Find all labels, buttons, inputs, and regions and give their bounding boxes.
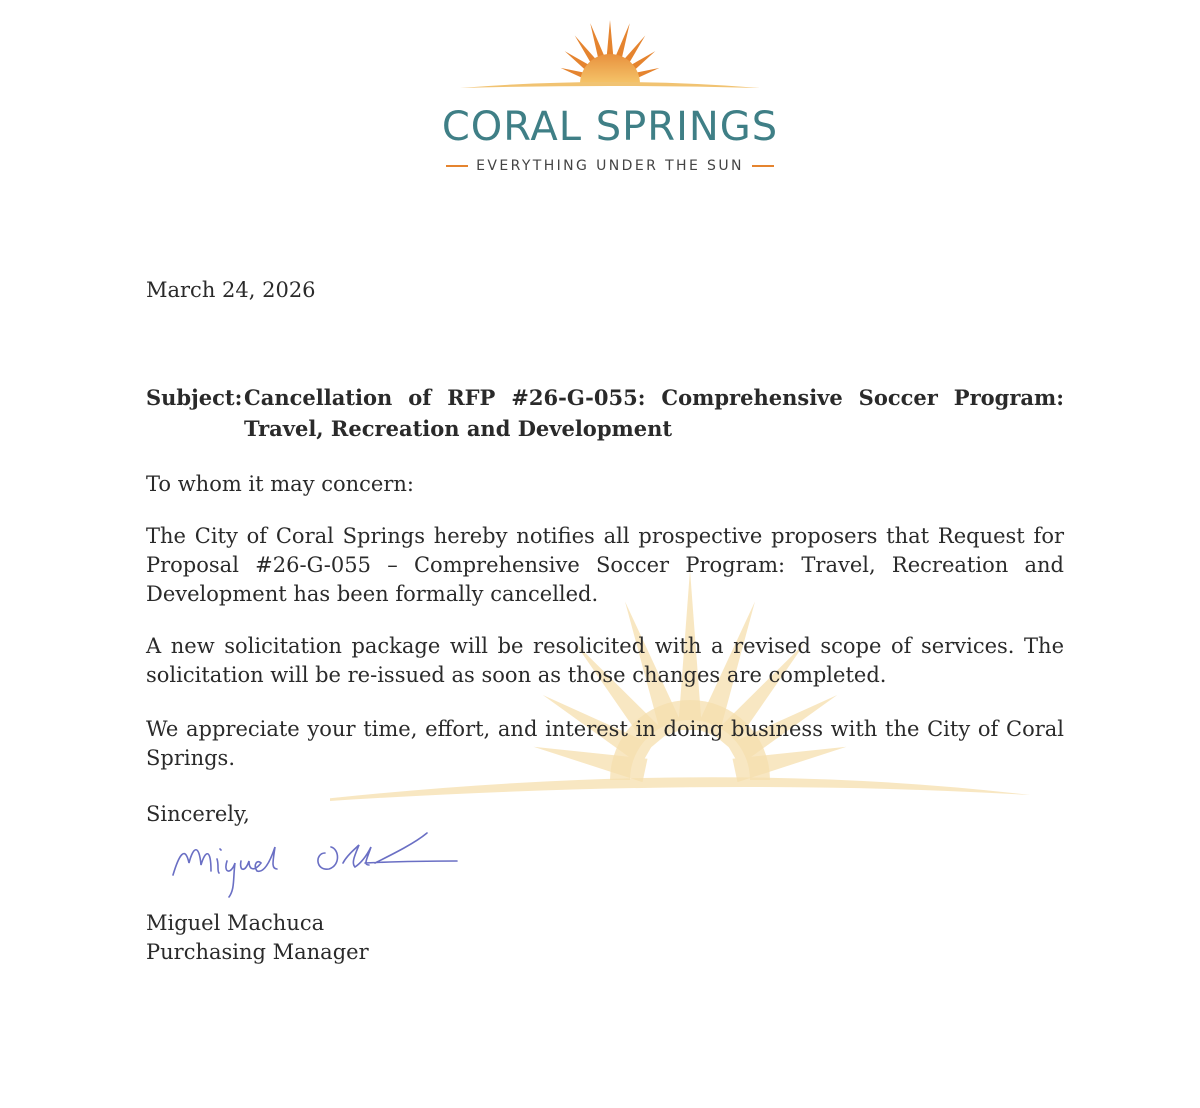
tagline: EVERYTHING UNDER THE SUN: [476, 158, 744, 174]
coral-springs-logo: [400, 12, 820, 177]
greeting: To whom it may concern:: [146, 472, 414, 496]
subject-text: Cancellation of RFP #26-G-055: Comprehensive Soccer Program: Travel, Recreation and Development: [244, 385, 1064, 441]
signer-name: Miguel Machuca: [146, 911, 325, 935]
paragraph-resolicitation: A new solicitation package will be resolicited with a revised scope of services. The solicitation will be re-issued as soon as those changes are completed.: [146, 634, 1064, 687]
closing: Sincerely,: [146, 802, 250, 826]
tagline-dash-right: [752, 165, 774, 167]
tagline-row: [430, 156, 790, 176]
paragraph-appreciation: We appreciate your time, effort, and interest in doing business with the City of Coral Springs.: [146, 717, 1064, 770]
subject-label: Subject:: [146, 385, 243, 410]
letter-date: March 24, 2026: [146, 278, 316, 302]
sunburst-icon: [400, 12, 820, 107]
subject-line: [146, 382, 1064, 444]
paragraph-cancellation-notice: The City of Coral Springs hereby notifies all prospective proposers that Request for Proposal #26-G-055 – Comprehensive Soccer Program: Travel, Recreation and Development has been formally cancelled.: [146, 524, 1064, 606]
handwritten-signature: [165, 825, 465, 900]
tagline-dash-left: [446, 165, 468, 167]
org-name: CORAL SPRINGS: [441, 104, 779, 150]
signer-title: Purchasing Manager: [146, 940, 369, 964]
